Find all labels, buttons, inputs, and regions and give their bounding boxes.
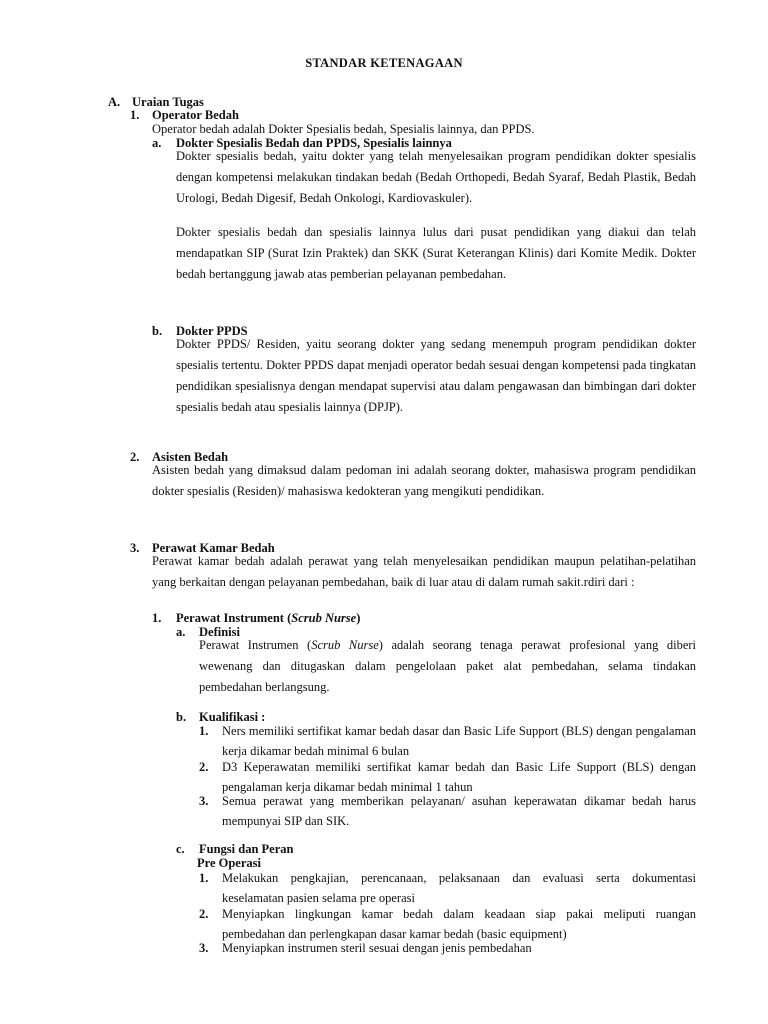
fungsi-subheading: Pre Operasi [197, 856, 261, 870]
fungsi-heading: Fungsi dan Peran [199, 842, 294, 856]
sub-a-paragraph-2: Dokter spesialis bedah dan spesialis lainnya lulus dari pusat pendidikan yang diakui dan telah mendapatkan SIP (Surat Izin Praktek) dan SKK (Surat Keterangan Klinis) dari Komite Medik. Dokter bedah bertanggung jawab atas pemberian pelayanan pembedahan. [176, 225, 696, 281]
sub1-heading [176, 611, 360, 625]
kualifikasi-heading: Kualifikasi : [199, 710, 266, 724]
definisi-text-post: ) adalah seorang tenaga perawat profesional yang diberi wewenang dan ditugaskan dalam pengelolaan paket alat pembedahan, selama tindakan pembedahan berlangsung. [199, 638, 697, 694]
kualifikasi-item-text: D3 Keperawatan memiliki sertifikat kamar bedah dan Basic Life Support (BLS) dengan pengalaman kerja dikamar bedah minimal 1 tahun [222, 760, 696, 794]
sub1-heading-italic: Scrub Nurse [291, 611, 357, 625]
sub-b-heading: Dokter PPDS [176, 324, 248, 338]
sub-b-marker: b. [152, 324, 163, 338]
item3-heading: Perawat Kamar Bedah [152, 541, 275, 555]
definisi-paragraph [199, 635, 696, 698]
item2-heading: Asisten Bedah [152, 450, 229, 464]
item3-marker: 3. [130, 541, 140, 555]
document-title: STANDAR KETENAGAAN [305, 56, 463, 70]
kualifikasi-item-number: 2. [199, 760, 209, 774]
fungsi-marker: c. [176, 842, 185, 856]
fungsi-item-number: 1. [199, 871, 209, 885]
kualifikasi-item-text: Ners memiliki sertifikat kamar bedah dasar dan Basic Life Support (BLS) dengan pengalaman kerja dikamar bedah minimal 6 bulan [222, 724, 696, 758]
kualifikasi-item-number: 1. [199, 724, 209, 738]
fungsi-item-text: Melakukan pengkajian, perencanaan, pelaksanaan dan evaluasi serta dokumentasi keselamatan pasien selama pre operasi [222, 871, 696, 905]
kualifikasi-marker: b. [176, 710, 187, 724]
sub1-heading-pre: Perawat Instrument ( [176, 611, 292, 625]
definisi-heading: Definisi [199, 625, 240, 639]
section-a-heading: Uraian Tugas [132, 95, 204, 109]
fungsi-item-number: 3. [199, 941, 209, 955]
item1-marker: 1. [130, 108, 140, 122]
fungsi-item-text: Menyiapkan lingkungan kamar bedah dalam keadaan siap pakai meliputi ruangan pembedahan dan perlengkapan dasar kamar bedah (basic equipment) [222, 907, 696, 941]
item2-marker: 2. [130, 450, 140, 464]
fungsi-item-number: 2. [199, 907, 209, 921]
sub-a-paragraph-1: Dokter spesialis bedah, yaitu dokter yang telah menyelesaikan program pendidikan dokter spesialis dengan kompetensi melakukan tindakan bedah (Bedah Orthopedi, Bedah Syaraf, Bedah Plastik, Bedah Urologi, Bedah Digesif, Bedah Onkologi, Kardiovaskuler). [176, 149, 696, 205]
sub-b-paragraph: Dokter PPDS/ Residen, yaitu seorang dokter yang sedang menempuh program pendidikan dokter spesialis tertentu. Dokter PPDS dapat menjadi operator bedah sesuai dengan kompetensi pada tingkatan pendidikan spesialisnya dengan mendapat supervisi atau dalam pengawasan dan bimbingan dari dokter spesialis bedah atau spesialis lainnya (DPJP). [176, 337, 696, 414]
sub1-marker: 1. [152, 611, 162, 625]
item3-paragraph: Perawat kamar bedah adalah perawat yang telah menyelesaikan pendidikan maupun pelatihan-pelatihan yang berkaitan dengan pelayanan pembedahan, baik di luar atau di dalam rumah sakit.rdiri dari : [152, 554, 696, 589]
sub-a-heading: Dokter Spesialis Bedah dan PPDS, Spesialis lainnya [176, 136, 452, 150]
item1-intro: Operator bedah adalah Dokter Spesialis bedah, Spesialis lainnya, dan PPDS. [152, 122, 535, 136]
definisi-text-pre: Perawat Instrumen ( [199, 638, 312, 652]
fungsi-item-text: Menyiapkan instrumen steril sesuai dengan jenis pembedahan [222, 941, 532, 955]
definisi-marker: a. [176, 625, 186, 639]
section-a-marker: A. [108, 95, 121, 109]
sub1-heading-post: ) [356, 611, 361, 625]
kualifikasi-item-text: Semua perawat yang memberikan pelayanan/ asuhan keperawatan dikamar bedah harus mempunyai SIP dan SIK. [222, 794, 696, 828]
sub-a-marker: a. [152, 136, 162, 150]
item1-heading: Operator Bedah [152, 108, 239, 122]
item2-paragraph: Asisten bedah yang dimaksud dalam pedoman ini adalah seorang dokter, mahasiswa program pendidikan dokter spesialis (Residen)/ mahasiswa kedokteran yang mengikuti pendidikan. [152, 463, 696, 498]
definisi-text-italic: Scrub Nurse [311, 638, 379, 652]
kualifikasi-item-number: 3. [199, 794, 209, 808]
